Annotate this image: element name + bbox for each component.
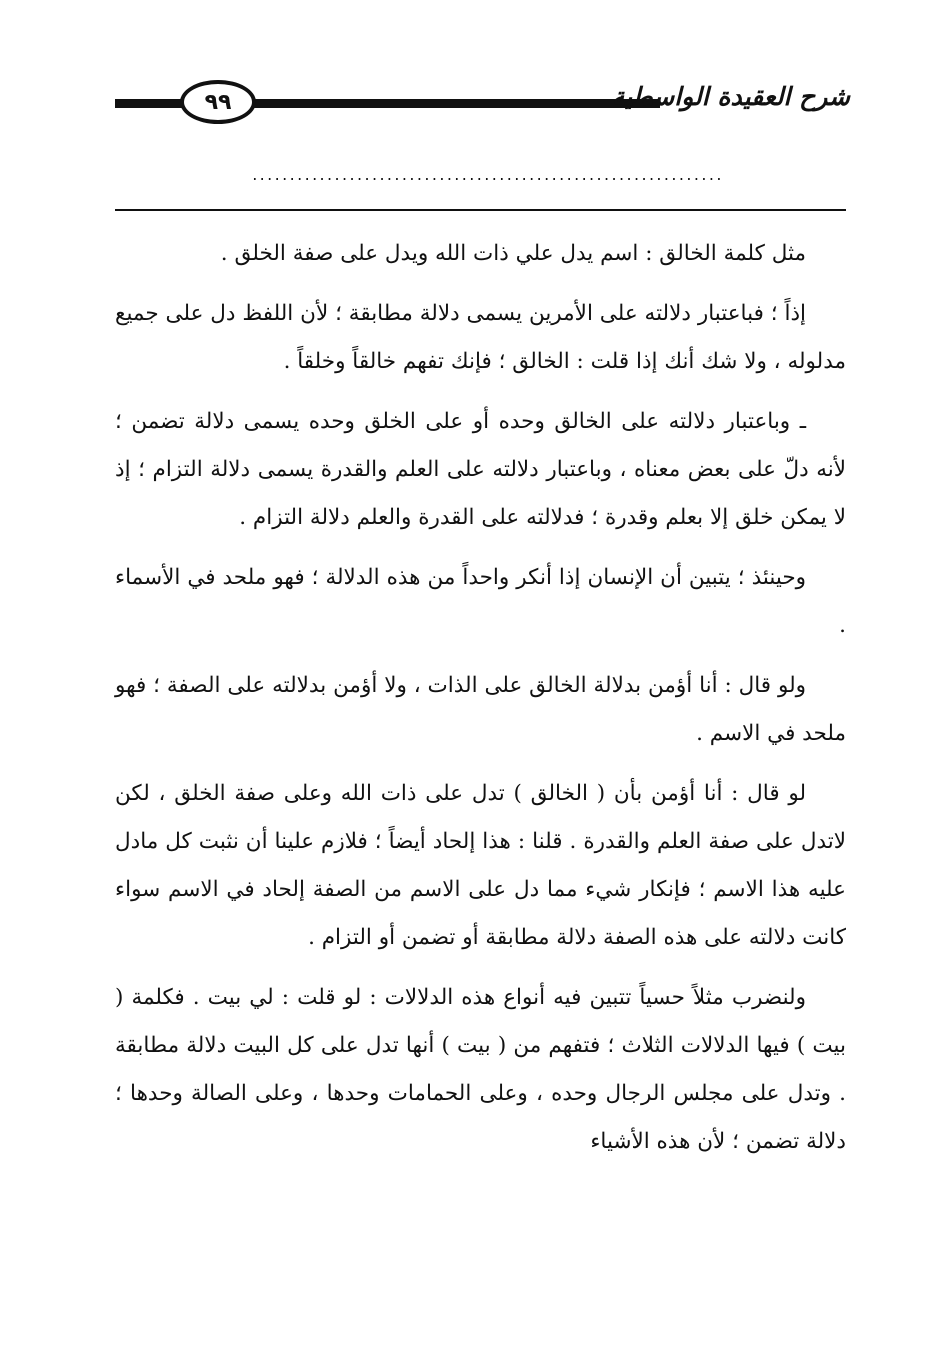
dotted-separator: ............................................................... — [252, 168, 724, 182]
content-top-rule — [115, 209, 846, 211]
page-number-text: ٩٩ — [204, 89, 232, 115]
paragraph: ولو قال : أنا أؤمن بدلالة الخالق على الذات ، ولا أؤمن بدلالته على الصفة ؛ فهو ملحد في الاسم . — [115, 673, 846, 746]
page-body — [115, 230, 846, 1178]
paragraph: لو قال : أنا أؤمن بأن ( الخالق ) تدل على ذات الله وعلى صفة الخلق ، لكن لاتدل على صفة العلم والقدرة . قلنا : هذا إلحاد أيضاً ؛ فلازم علينا أن نثبت كل مادل عليه هذا الاسم ؛ فإنكار شيء مما دل على الاسم من الصفة إلحاد في الاسم سواء كانت دلالته على هذه الصفة دلالة مطابقة أو تضمن أو التزام . — [115, 781, 846, 950]
paragraph: ولنضرب مثلاً حسياً تتبين فيه أنواع هذه الدلالات : لو قلت : لي بيت . فكلمة ( بيت ) فيها الدلالات الثلاث ؛ فتفهم من ( بيت ) أنها تدل على كل البيت دلالة مطابقة . وتدل على مجلس الرجال وحده ، وعلى الحمامات وحدها ، وعلى الصالة وحدها ؛ دلالة تضمن ؛ لأن هذه الأشياء — [115, 985, 846, 1154]
paragraph: إذاً ؛ فباعتبار دلالته على الأمرين يسمى دلالة مطابقة ؛ لأن اللفظ دل على جميع مدلوله ، ولا شك أنك إذا قلت : الخالق ؛ فإنك تفهم خالقاً وخلقاً . — [115, 301, 846, 374]
paragraph: مثل كلمة الخالق : اسم يدل علي ذات الله ويدل على صفة الخلق . — [220, 241, 806, 266]
book-title: شرح العقيدة الواسطية — [611, 82, 850, 111]
paragraph: ـ وباعتبار دلالته على الخالق وحده أو على الخلق وحده يسمى دلالة تضمن ؛ لأنه دلّ على بعض معناه ، وباعتبار دلالته على العلم والقدرة يسمى دلالة التزام ؛ إذ لا يمكن خلق إلا بعلم وقدرة ؛ فدلالته على القدرة والعلم دلالة التزام . — [115, 409, 846, 530]
paragraph: وحينئذ ؛ يتبين أن الإنسان إذا أنكر واحداً من هذه الدلالة ؛ فهو ملحد في الأسماء . — [115, 565, 846, 638]
page-number — [180, 80, 256, 124]
